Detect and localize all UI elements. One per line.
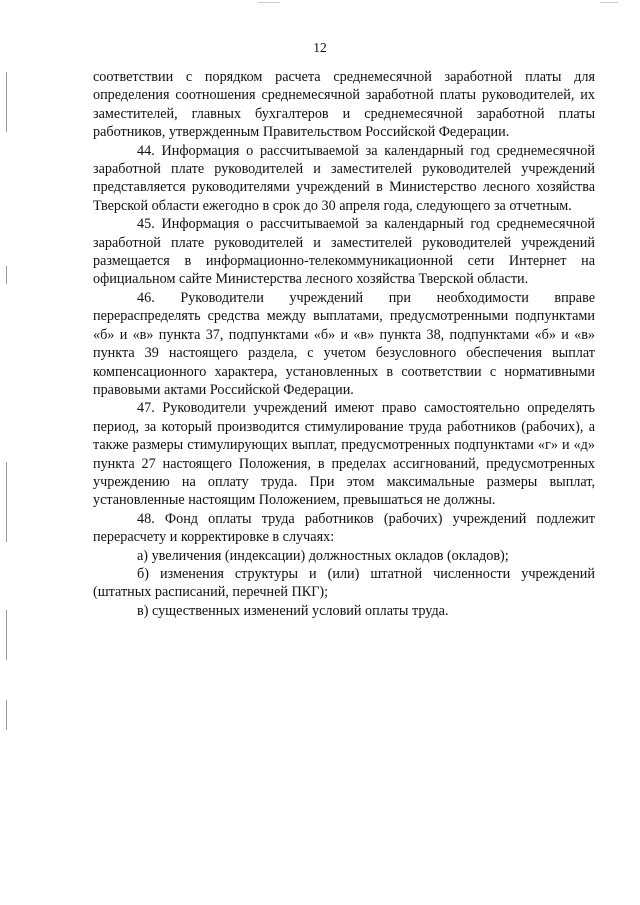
document-body [93,68,595,620]
paragraph-continuation: соответствии с порядком расчета среднемесячной заработной платы для определения соотношения среднемесячной заработной платы руководителей, их заместителей, главных бухгалтеров и среднемесячной заработной платы работников, утвержденным Правительством Российской Федерации. [93,69,595,141]
scan-margin-mark [6,700,7,730]
list-item-a: а) увеличения (индексации) должностных окладов (окладов); [137,547,509,564]
scan-margin-mark [6,72,7,132]
scan-artifact-top [258,2,280,3]
scan-margin-mark [6,266,7,284]
paragraph-44: 44. Информация о рассчитываемой за календарный год среднемесячной заработной плате руководителей и заместителей руководителей учреждений представляется руководителями учреждений в Министерство лесного хозяйства Тверской области ежегодно в срок до 30 апреля года, следующего за отчетным. [93,142,595,214]
scan-artifact-top-right [600,2,618,3]
list-item-v: в) существенных изменений условий оплаты труда. [137,602,449,619]
paragraph-45: 45. Информация о рассчитываемой за календарный год среднемесячной заработной плате руководителей и заместителей руководителей учреждений размещается в информационно-телекоммуникационной сети Интернет на официальном сайте Министерства лесного хозяйства Тверской области. [93,216,595,288]
scan-margin-mark [6,610,7,660]
list-item-b: б) изменения структуры и (или) штатной численности учреждений (штатных расписаний, перечней ПКГ); [93,565,595,601]
page-number: 12 [313,40,327,55]
scan-margin-mark [6,462,7,542]
paragraph-48: 48. Фонд оплаты труда работников (рабочих) учреждений подлежит перерасчету и корректировке в случаях: [93,510,595,546]
paragraph-46: 46. Руководители учреждений при необходимости вправе перераспределять средства между выплатами, предусмотренными подпунктами «б» и «в» пункта 37, подпунктами «б» и «в» пункта 38, подпунктами «б» и «в» пункта 39 настоящего раздела, с учетом безусловного обеспечения выплат компенсационного характера, установленных в соответствии с нормативными правовыми актами Российской Федерации. [93,289,595,398]
paragraph-47: 47. Руководители учреждений имеют право самостоятельно определять период, за который производится стимулирование труда работников (рабочих), а также размеры стимулирующих выплат, предусмотренных подпунктами «г» и «д» пункта 27 настоящего Положения, в пределах ассигнований, предусмотренных учреждению на оплату труда. При этом максимальные размеры выплат, установленные настоящим Положением, превышаться не должны. [93,400,595,509]
